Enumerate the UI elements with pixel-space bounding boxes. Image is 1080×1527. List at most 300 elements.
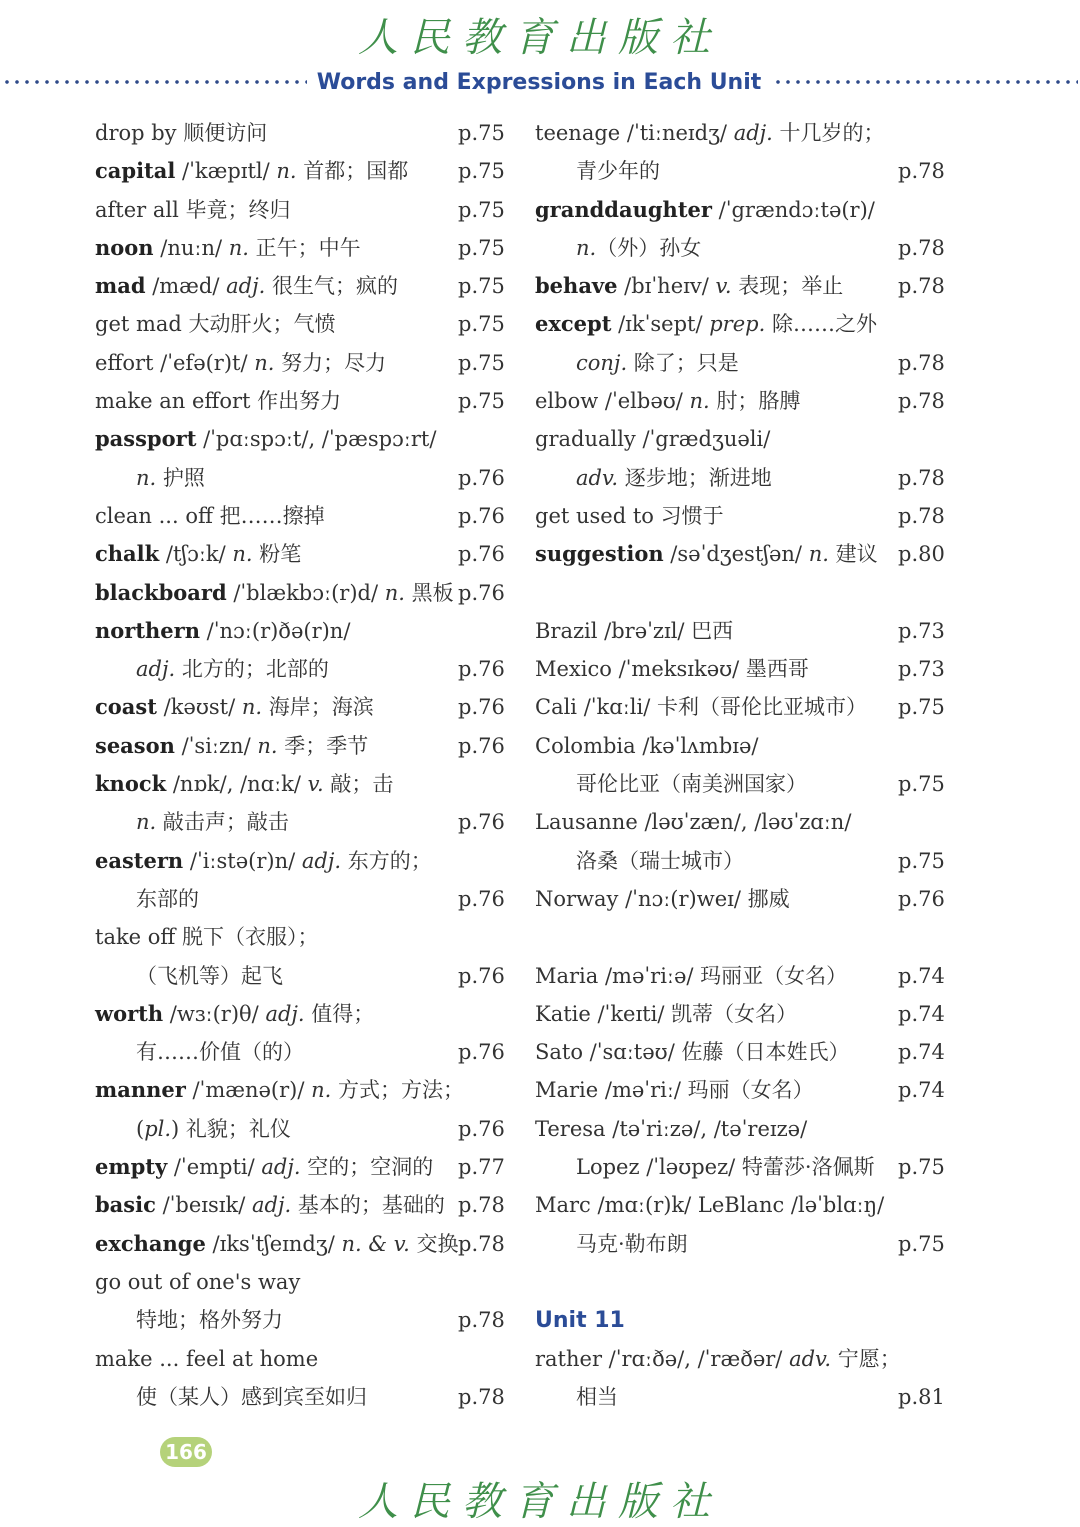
glossary-column-left — [95, 114, 505, 1416]
entry-segment: 很生气；疯的 — [265, 274, 398, 299]
entry-segment: 空的；空洞的 — [300, 1155, 434, 1180]
entry-text — [95, 1071, 464, 1109]
publisher-watermark-top: 人民教育出版社 — [358, 15, 722, 61]
entry-text — [95, 191, 291, 229]
entry-text — [576, 1378, 618, 1416]
entry-segment: 北方的；北部的 — [175, 657, 329, 682]
entry-text — [136, 1110, 291, 1148]
entry-text — [95, 305, 336, 343]
entry-segment: /ˈblækbɔː(r)d/ — [226, 580, 385, 605]
glossary-line — [95, 995, 505, 1033]
page-reference: p.76 — [898, 886, 945, 911]
entry-text — [95, 1186, 445, 1224]
entry-text — [95, 918, 319, 956]
entry-text — [95, 765, 393, 803]
part-of-speech: adj. — [136, 657, 176, 682]
entry-segment: Colombia /kəˈlʌmbɪə/ — [535, 733, 759, 758]
part-of-speech: n. — [576, 235, 597, 260]
glossary-line — [535, 957, 945, 995]
entry-segment: Marie /məˈriː/ 玛丽（女名） — [535, 1078, 814, 1103]
glossary-line — [95, 803, 505, 841]
part-of-speech: adj. — [733, 121, 773, 145]
glossary-line — [95, 497, 505, 535]
page-reference: p.75 — [458, 121, 505, 145]
header-dotted-rule-left — [2, 79, 307, 85]
entry-segment: /səˈdʒestʃən/ — [663, 542, 809, 567]
page-reference: p.80 — [898, 542, 945, 567]
glossary-line — [95, 1301, 505, 1339]
part-of-speech: n. — [228, 235, 249, 260]
page-reference: p.78 — [898, 350, 945, 375]
entry-segment: 宁愿； — [831, 1346, 901, 1371]
glossary-line — [535, 1071, 945, 1109]
entry-segment: （飞机等）起飞 — [136, 963, 283, 988]
part-of-speech: n. — [136, 465, 157, 490]
glossary-line — [95, 765, 505, 803]
entry-segment: /nɒk/, /nɑːk/ — [166, 772, 308, 797]
glossary-column-right — [535, 114, 945, 1416]
entry-segment: /tʃɔːk/ — [159, 542, 233, 567]
entry-segment: 使（某人）感到宾至如归 — [136, 1384, 367, 1409]
headword: knock — [95, 771, 167, 797]
page-reference: p.78 — [898, 159, 945, 184]
entry-segment: 相当 — [576, 1384, 618, 1409]
page-reference: p.75 — [458, 350, 505, 375]
entry-segment: 海岸；海滨 — [262, 695, 374, 720]
headword: suggestion — [535, 541, 664, 567]
page-reference: p.76 — [458, 886, 505, 911]
glossary-line — [95, 1071, 505, 1109]
headword: eastern — [95, 847, 184, 873]
glossary-line — [95, 191, 505, 229]
entry-segment: 洛桑（瑞士城市） — [576, 848, 744, 873]
entry-segment: Lopez /ˈləʊpez/ 特蕾莎·洛佩斯 — [576, 1155, 875, 1180]
glossary-line — [95, 1110, 505, 1148]
part-of-speech: adv. — [576, 465, 619, 490]
page-number-badge: 166 — [160, 1437, 212, 1467]
entry-text — [95, 1148, 433, 1186]
entry-segment: 逐步地；渐进地 — [618, 465, 772, 490]
part-of-speech: conj. — [576, 350, 628, 375]
page-reference: p.76 — [458, 503, 505, 528]
headword: northern — [95, 617, 200, 643]
entry-text — [535, 305, 877, 343]
glossary-line — [535, 497, 945, 535]
entry-segment: /ˈnɔː(r)ðə(r)n/ — [200, 618, 351, 643]
entry-segment: Teresa /təˈriːzə/, /təˈreɪzə/ — [535, 1116, 808, 1141]
glossary-line — [95, 880, 505, 918]
entry-segment: 哥伦比亚（南美洲国家） — [576, 772, 807, 797]
headword: manner — [95, 1077, 186, 1103]
glossary-line — [535, 1186, 945, 1224]
entry-text — [95, 114, 267, 152]
glossary-line — [535, 727, 945, 765]
entry-text — [576, 459, 772, 497]
entry-segment: 东部的 — [136, 886, 199, 911]
page-reference: p.75 — [898, 848, 945, 873]
glossary-line — [95, 957, 505, 995]
part-of-speech: n. — [689, 389, 710, 414]
entry-text — [95, 152, 408, 190]
glossary-line — [95, 1263, 505, 1301]
part-of-speech: n. — [311, 1078, 332, 1103]
page-reference: p.74 — [898, 1040, 945, 1065]
part-of-speech: v. — [307, 772, 324, 797]
entry-segment: 基本的；基础的 — [291, 1193, 445, 1218]
entry-segment: /ˈkæpɪtl/ — [175, 159, 277, 184]
headword: mad — [95, 273, 146, 299]
page-reference: p.78 — [458, 1231, 505, 1256]
page-reference: p.75 — [458, 235, 505, 260]
part-of-speech: adv. — [789, 1346, 832, 1371]
glossary-line — [535, 574, 945, 612]
entry-text — [535, 420, 770, 458]
page-reference: p.77 — [458, 1155, 505, 1180]
unit-heading: Unit 11 — [535, 1308, 625, 1334]
entry-text — [95, 344, 386, 382]
entry-text — [535, 880, 790, 918]
entry-segment: Maria /məˈriːə/ 玛丽亚（女名） — [535, 963, 848, 988]
page-reference: p.76 — [458, 695, 505, 720]
page-reference: p.75 — [458, 274, 505, 299]
entry-segment: 马克·勒布朗 — [576, 1231, 688, 1256]
entry-segment: 除了；只是 — [627, 350, 739, 375]
page-reference: p.78 — [458, 1384, 505, 1409]
entry-segment: /nuːn/ — [153, 235, 229, 260]
entry-segment: take off 脱下（衣服）； — [95, 925, 319, 950]
entry-text — [576, 152, 660, 190]
glossary-line — [95, 574, 505, 612]
page-reference: p.75 — [898, 1155, 945, 1180]
entry-text — [576, 344, 739, 382]
glossary-line — [535, 1148, 945, 1186]
glossary-line — [535, 152, 945, 190]
glossary-line — [95, 1148, 505, 1186]
glossary-line — [95, 727, 505, 765]
entry-text — [95, 535, 301, 573]
entry-text — [535, 382, 800, 420]
entry-segment: /ˈempti/ — [167, 1155, 262, 1180]
entry-text — [576, 1148, 875, 1186]
entry-segment: Lausanne /ləʊˈzæn/, /ləʊˈzɑːn/ — [535, 810, 852, 835]
entry-text — [95, 995, 374, 1033]
entry-text — [535, 191, 875, 229]
headword: worth — [95, 1000, 164, 1026]
glossary-line — [535, 535, 945, 573]
glossary-line — [95, 842, 505, 880]
entry-segment: 青少年的 — [576, 159, 660, 184]
part-of-speech: adj. — [265, 1001, 305, 1026]
page-reference: p.75 — [458, 159, 505, 184]
entry-segment: 表现；举止 — [731, 274, 844, 299]
entry-segment: Sato /ˈsɑːtəʊ/ 佐藤（日本姓氏） — [535, 1040, 850, 1065]
glossary-line — [95, 229, 505, 267]
entry-text — [95, 420, 436, 458]
entry-segment: /ˈgrændɔːtə(r)/ — [711, 197, 875, 222]
glossary-line — [535, 114, 945, 152]
page-reference: p.78 — [898, 465, 945, 490]
entry-text — [535, 535, 878, 573]
page-reference: p.78 — [898, 235, 945, 260]
entry-segment: 敲；击 — [323, 772, 394, 797]
entry-text — [535, 497, 724, 535]
entry-text — [535, 995, 797, 1033]
glossary-line — [535, 650, 945, 688]
page-reference: p.74 — [898, 1078, 945, 1103]
part-of-speech: adj. — [301, 848, 342, 873]
part-of-speech: adj. — [261, 1155, 301, 1180]
page-reference: p.76 — [458, 542, 505, 567]
entry-segment: 值得； — [304, 1001, 375, 1026]
headword: noon — [95, 234, 154, 260]
headword: passport — [95, 426, 197, 452]
glossary-line — [535, 305, 945, 343]
entry-text — [136, 957, 283, 995]
entry-segment: /ˈsiːzn/ — [174, 733, 258, 758]
entry-segment: 季；季节 — [277, 733, 369, 758]
glossary-line — [535, 765, 945, 803]
entry-text — [136, 459, 205, 497]
entry-segment: Cali /ˈkɑːli/ 卡利（哥伦比亚城市） — [535, 695, 867, 720]
entry-text — [535, 114, 885, 152]
entry-segment: teenage /ˈtiːneɪdʒ/ — [535, 121, 734, 145]
headword: basic — [95, 1192, 156, 1218]
entry-segment: /ˈiːstə(r)n/ — [183, 848, 302, 873]
entry-text — [95, 229, 361, 267]
entry-segment: 护照 — [156, 465, 205, 490]
entry-segment: 首都；国都 — [296, 159, 409, 184]
headword: blackboard — [95, 579, 227, 605]
entry-segment: 交换 — [409, 1231, 459, 1256]
header-dotted-rule-right — [773, 79, 1078, 85]
glossary-line — [535, 344, 945, 382]
glossary-line — [535, 1378, 945, 1416]
entry-segment: /bɪˈheɪv/ — [617, 274, 716, 299]
page-reference: p.75 — [898, 772, 945, 797]
entry-segment: make an effort 作出努力 — [95, 389, 342, 414]
part-of-speech: n. — [257, 733, 278, 758]
page-reference: p.75 — [898, 695, 945, 720]
entry-text — [95, 842, 432, 880]
entry-text — [576, 1225, 688, 1263]
entry-segment: 黑板 — [404, 580, 454, 605]
entry-text — [535, 612, 733, 650]
entry-segment: after all 毕竟；终归 — [95, 197, 291, 222]
part-of-speech: n. — [384, 580, 405, 605]
headword: except — [535, 311, 612, 337]
glossary-line — [535, 842, 945, 880]
glossary-line — [535, 803, 945, 841]
entry-segment: 方式；方法； — [331, 1078, 464, 1103]
entry-text — [535, 957, 847, 995]
glossary-line — [95, 267, 505, 305]
glossary-line — [95, 1033, 505, 1071]
glossary-line — [95, 650, 505, 688]
part-of-speech: n. — [276, 159, 297, 184]
entry-segment: 有……价值（的） — [136, 1040, 304, 1065]
entry-text — [535, 650, 809, 688]
entry-text — [535, 688, 867, 726]
entry-text — [95, 1340, 318, 1378]
entry-segment: 敲击声；敲击 — [156, 810, 289, 835]
entry-segment: ) 礼貌；礼仪 — [171, 1116, 291, 1141]
entry-segment: make ... feel at home — [95, 1346, 319, 1371]
entry-segment: clean ... off 把……擦掉 — [95, 503, 325, 528]
entry-segment: /ˈmænə(r)/ — [185, 1078, 312, 1103]
part-of-speech: n. — [136, 810, 157, 835]
page-reference: p.75 — [458, 197, 505, 222]
entry-segment: 肘；胳膊 — [709, 389, 801, 414]
headword: chalk — [95, 541, 160, 567]
page-reference: p.76 — [458, 580, 505, 605]
entry-text — [576, 229, 701, 267]
entry-text — [136, 1301, 283, 1339]
page-reference: p.78 — [898, 389, 945, 414]
glossary-line — [95, 1340, 505, 1378]
entry-segment: elbow /ˈelbəʊ/ — [535, 389, 690, 414]
entry-text — [136, 650, 329, 688]
entry-text — [136, 880, 199, 918]
entry-text — [95, 1225, 458, 1263]
glossary-line — [95, 535, 505, 573]
glossary-line — [95, 612, 505, 650]
entry-text — [95, 267, 398, 305]
entry-segment: get used to 习惯于 — [535, 503, 724, 528]
page-reference: p.75 — [458, 312, 505, 337]
glossary-line — [95, 459, 505, 497]
entry-segment: 顺便访问 — [183, 121, 268, 145]
part-of-speech: n. — [254, 350, 275, 375]
entry-segment: /ˈbeɪsɪk/ — [155, 1193, 252, 1218]
headword: granddaughter — [535, 196, 712, 222]
entry-text — [95, 497, 325, 535]
entry-segment: effort /ˈefə(r)t/ — [95, 350, 255, 375]
glossary-line — [535, 1033, 945, 1071]
glossary-line — [535, 1263, 945, 1301]
section-title: Words and Expressions in Each Unit — [316, 69, 762, 95]
entry-segment: Marc /mɑː(r)k/ LeBlanc /ləˈblɑːŋ/ — [535, 1193, 885, 1218]
glossary-line — [535, 191, 945, 229]
page-reference: p.78 — [898, 503, 945, 528]
entry-segment: /ɪkˈsept/ — [611, 312, 710, 337]
headword: capital — [95, 158, 176, 184]
part-of-speech: prep. — [709, 312, 766, 337]
part-of-speech: n. & v. — [341, 1231, 410, 1256]
part-of-speech: n. — [241, 695, 263, 720]
glossary-line — [535, 1110, 945, 1148]
section-header — [0, 62, 1080, 102]
page-reference: p.76 — [458, 963, 505, 988]
page-reference: p.81 — [898, 1384, 945, 1409]
part-of-speech: adj. — [251, 1193, 292, 1218]
glossary-line — [535, 612, 945, 650]
entry-segment: 粉笔 — [252, 542, 302, 567]
entry-segment: Brazil /brəˈzɪl/ 巴西 — [535, 618, 734, 643]
page-reference: p.76 — [458, 810, 505, 835]
part-of-speech: n. — [232, 542, 253, 567]
entry-text — [535, 1071, 814, 1109]
glossary-line — [535, 459, 945, 497]
glossary-line — [535, 420, 945, 458]
glossary-line — [95, 344, 505, 382]
glossary-line — [535, 688, 945, 726]
glossary-line — [95, 688, 505, 726]
glossary-line — [535, 1340, 945, 1378]
page-reference: p.73 — [898, 618, 945, 643]
page-reference: p.78 — [458, 1308, 505, 1333]
entry-text — [95, 688, 374, 726]
entry-segment: 建议 — [828, 542, 878, 567]
entry-segment: Katie /ˈkeɪti/ 凯蒂（女名） — [535, 1001, 798, 1026]
part-of-speech: n. — [808, 542, 829, 567]
entry-text — [136, 1378, 367, 1416]
entry-text — [535, 1186, 884, 1224]
glossary-line — [535, 880, 945, 918]
entry-text — [535, 803, 851, 841]
glossary-line — [535, 267, 945, 305]
glossary-line — [95, 918, 505, 956]
entry-text — [576, 765, 807, 803]
entry-segment: /kəʊst/ — [156, 695, 242, 720]
page-reference: p.76 — [458, 1116, 505, 1141]
entry-text — [136, 803, 289, 841]
entry-segment: /ɪksˈtʃeɪndʒ/ — [205, 1231, 342, 1256]
entry-text — [535, 267, 843, 305]
part-of-speech: v. — [715, 274, 732, 299]
entry-text — [576, 842, 744, 880]
glossary-line — [95, 305, 505, 343]
glossary-line — [95, 1378, 505, 1416]
glossary-line — [535, 1301, 945, 1339]
headword: empty — [95, 1154, 168, 1180]
entry-segment: 除……之外 — [765, 312, 877, 337]
glossary-line — [535, 995, 945, 1033]
glossary-line — [95, 420, 505, 458]
entry-segment: get mad 大动肝火；气愤 — [95, 312, 336, 337]
page-reference: p.76 — [458, 733, 505, 758]
page-reference: p.75 — [898, 1231, 945, 1256]
entry-segment: drop by — [95, 121, 184, 145]
entry-segment: （外）孙女 — [596, 235, 702, 260]
page-reference: p.74 — [898, 963, 945, 988]
glossary-line — [535, 1225, 945, 1263]
headword: behave — [535, 273, 618, 299]
publisher-watermark-bottom: 人民教育出版社 — [358, 1479, 722, 1525]
headword: exchange — [95, 1230, 206, 1256]
entry-text — [535, 727, 759, 765]
entry-text — [535, 1340, 901, 1378]
part-of-speech: adj. — [226, 274, 266, 299]
entry-text — [95, 727, 368, 765]
entry-text — [95, 382, 341, 420]
entry-segment: Norway /ˈnɔː(r)weɪ/ 挪威 — [535, 886, 790, 911]
page-reference: p.76 — [458, 465, 505, 490]
entry-text — [136, 1033, 304, 1071]
page-reference: p.78 — [898, 274, 945, 299]
page-reference: p.73 — [898, 657, 945, 682]
entry-segment: 努力；尽力 — [274, 350, 387, 375]
glossary-line — [535, 382, 945, 420]
entry-segment: /mæd/ — [145, 274, 227, 299]
headword: season — [95, 732, 175, 758]
entry-text — [95, 1263, 300, 1301]
entry-segment: 东方的； — [341, 848, 432, 873]
page-reference: p.76 — [458, 657, 505, 682]
entry-segment: 特地；格外努力 — [136, 1308, 283, 1333]
glossary-line — [95, 1186, 505, 1224]
headword: coast — [95, 694, 157, 720]
entry-text — [95, 612, 350, 650]
